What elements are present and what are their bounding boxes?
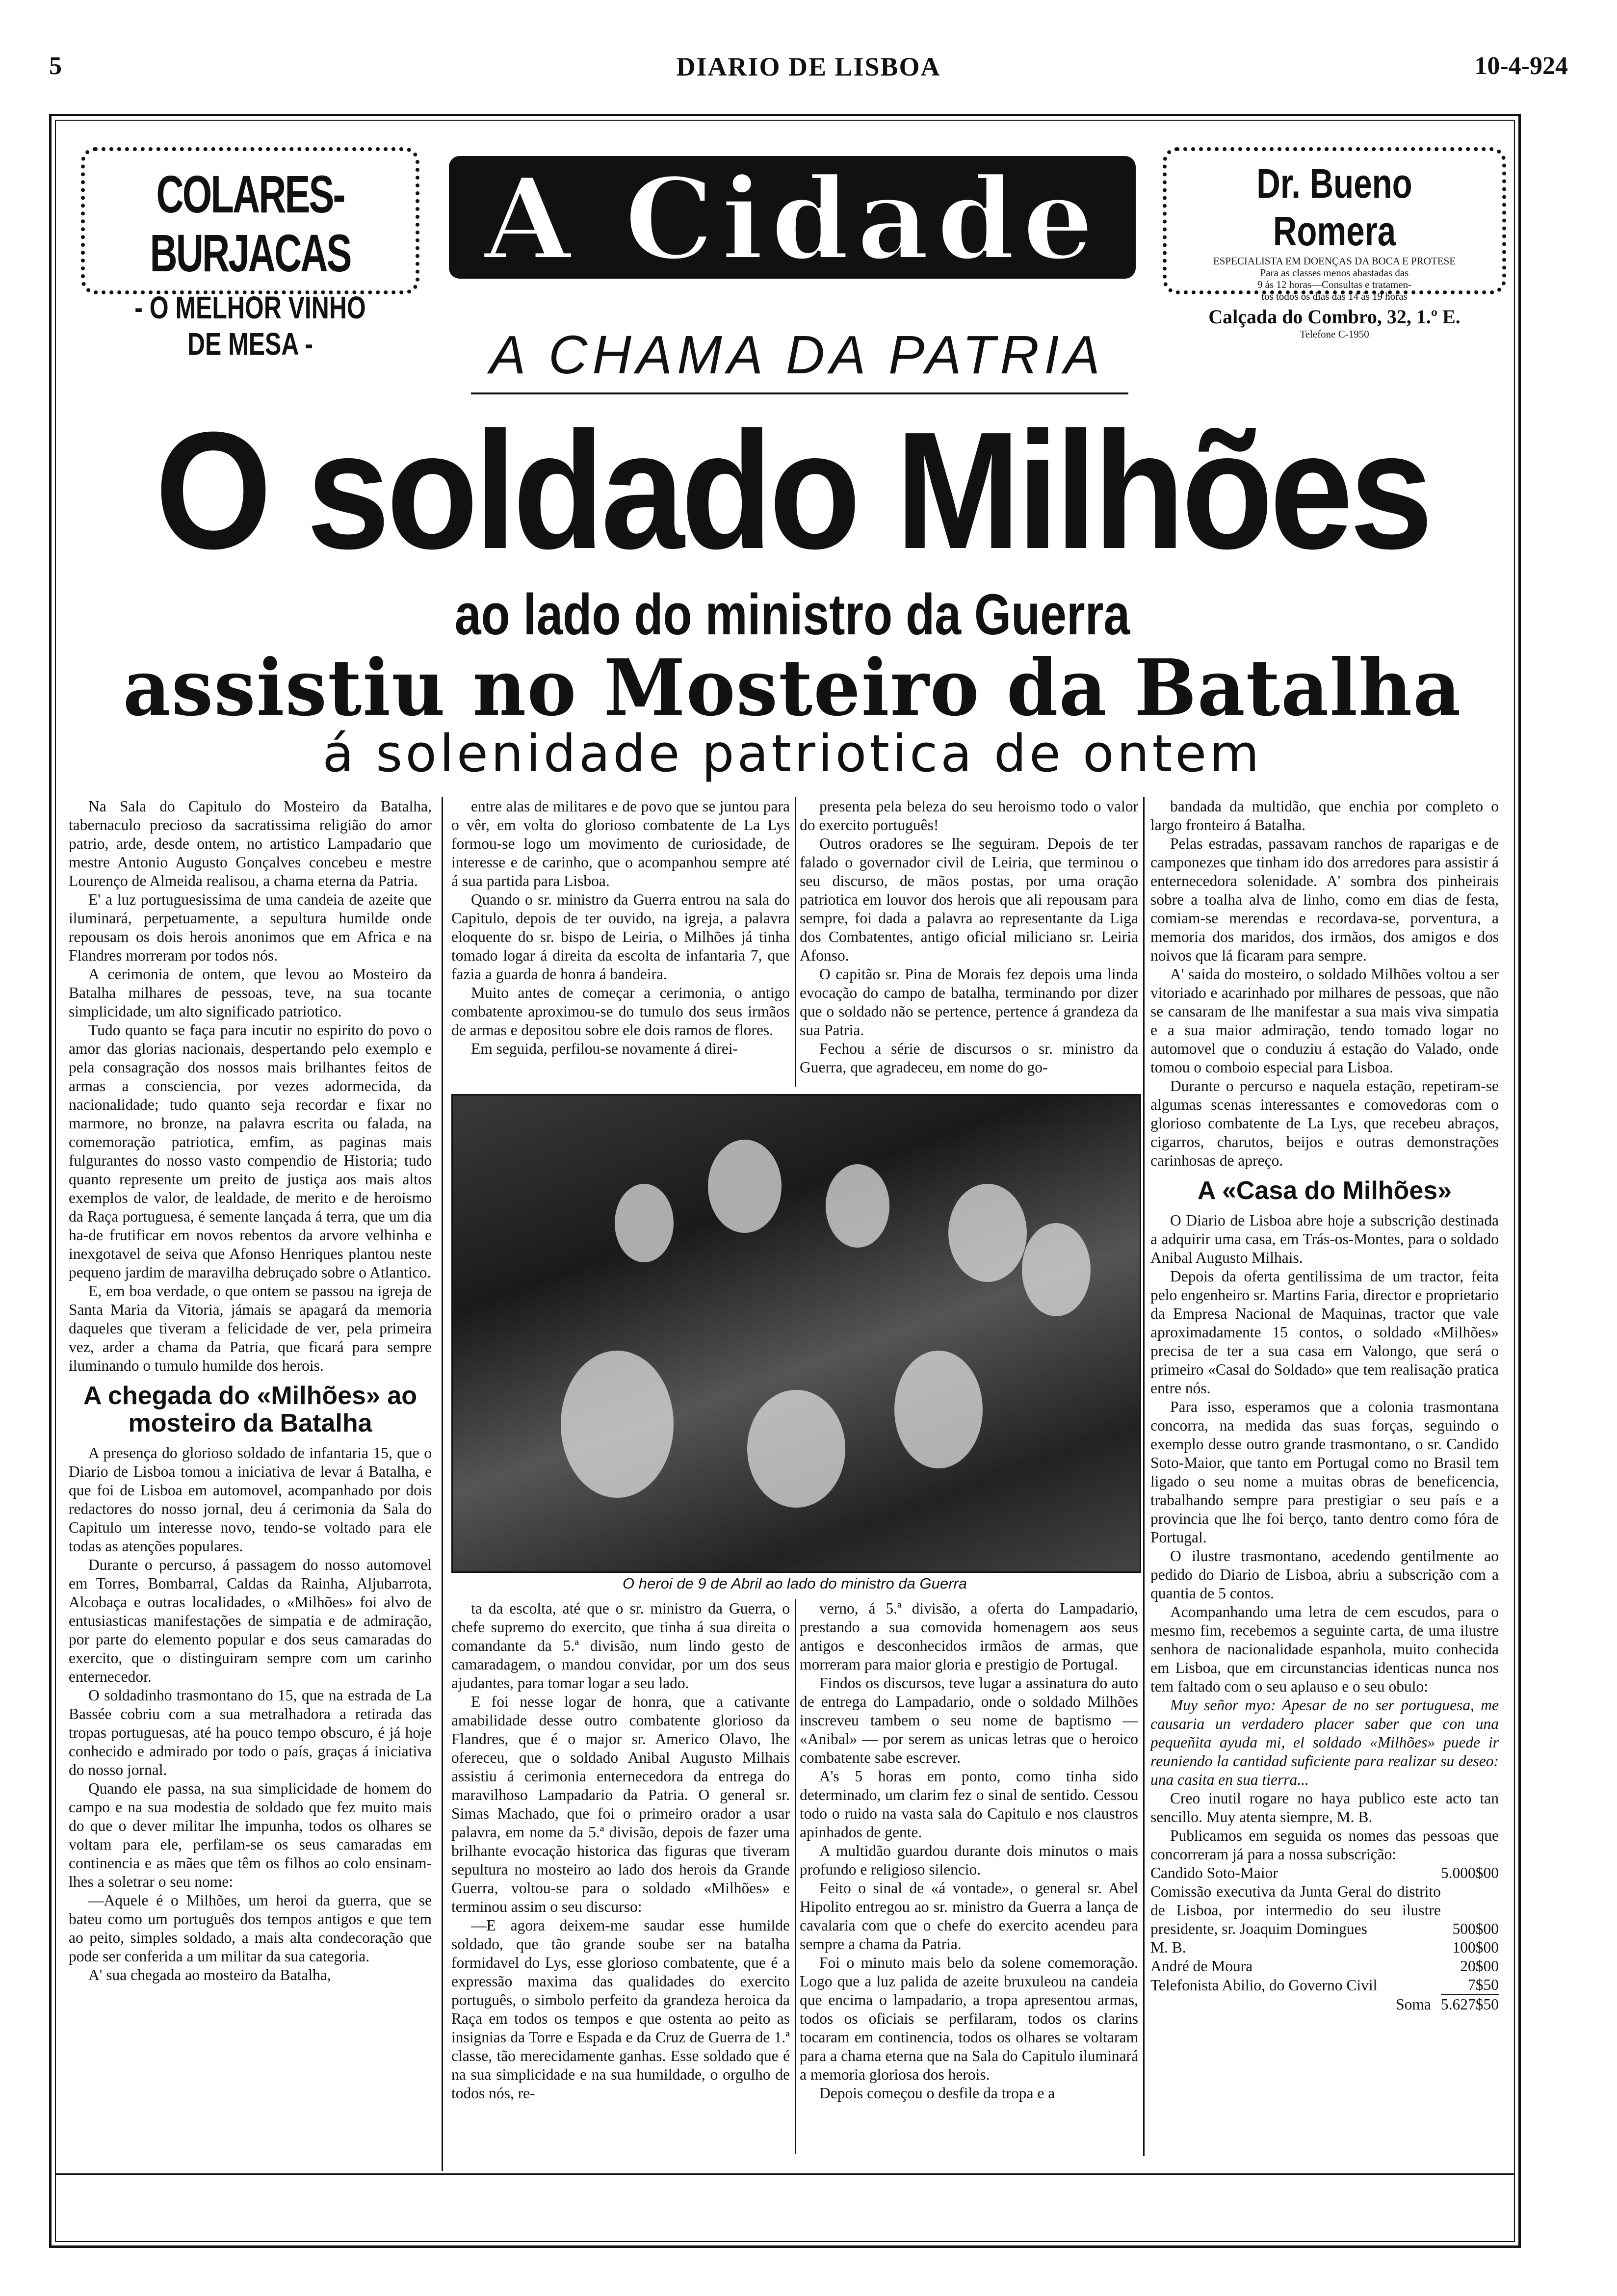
paragraph: bandada da multidão, que enchia por completo o largo fronteiro á Batalha.: [1150, 798, 1499, 834]
photo-figure: [948, 1184, 1027, 1282]
subscriber-name: Candido Soto-Maior: [1150, 1864, 1278, 1881]
subscription-row: [1150, 1938, 1499, 1957]
total-amount: 5.627$50: [1440, 1996, 1499, 2013]
ad-romera-line: Para as classes menos abastadas das: [1260, 267, 1409, 279]
total-label: Soma: [1396, 1996, 1431, 2013]
photo-figure: [894, 1351, 983, 1468]
ad-romera-phone: Telefone C-1950: [1300, 328, 1369, 340]
photo-figure: [747, 1390, 845, 1508]
paragraph: Quando ele passa, na sua simplicidade de homem do campo e na sua modestia de soldado que fez muito mais do que o dever militar lhe impunha, todos os olhares se voltam para ele, perfilam-se os seus camaradas em continencia e as mães que têm os filhos ao colo ensinam-lhes a soletrar o seu nome:: [69, 1780, 432, 1890]
kicker-rule: [471, 392, 1128, 394]
photo-figure: [1022, 1223, 1091, 1316]
paragraph: O Diario de Lisboa abre hoje a subscrição destinada a adquirir uma casa, em Trás-os-Montes, para o soldado Anibal Augusto Milhais.: [1150, 1212, 1499, 1266]
photo-figure: [826, 1164, 889, 1248]
paragraph: Em seguida, perfilou-se novamente á direi-: [471, 1040, 738, 1057]
ad-colares-slogan: - O MELHOR VINHO DE MESA -: [134, 290, 366, 362]
column-divider: [795, 1599, 796, 2154]
paragraph: Foi o minuto mais belo da solene comemoração. Logo que a luz palida de azeite bruxuleou na candeia que encima o lampadario, a tropa apresentou armas, todos os oficiais se perfilaram, todos os clarins tocaram em continencia, todos os olhares se voltaram para a chama eterna que na Sala do Capitulo iluminará a memoria gloriosa dos herois.: [800, 1954, 1138, 2083]
paragraph: Durante o percurso, á passagem do nosso automovel em Torres, Bombarral, Caldas da Rainha, Aljubarrota, Alcobaça e outras localidades, o «Milhões» foi alvo de entusiasticas manifestações de simpatia e de admiração, por parte do elemento popular e dos seus camaradas do exercito, que o distinguiram sempre com um carinho enternecedor.: [69, 1556, 432, 1685]
subscriber-name: Comissão executiva da Junta Geral do distrito de Lisboa, por intermedio do seu ilustre presidente, sr. Joaquim Domingues: [1150, 1883, 1441, 1937]
subheading: A «Casa do Milhões»: [1197, 1176, 1452, 1205]
section-title: A Cidade: [484, 153, 1101, 286]
paragraph: A cerimonia de ontem, que levou ao Mosteiro da Batalha milhares de pessoas, teve, na sua tocante simplicidade, um alto significado patriotico.: [69, 965, 432, 1020]
paragraph: Fechou a série de discursos o sr. ministro da Guerra, que agradeceu, em nome do go-: [800, 1040, 1138, 1076]
paragraph: Outros oradores se lhe seguiram. Depois de ter falado o governador civil de Leiria, que terminou o seu discurso, de mãos postas, por uma oração patriotica em louvor dos herois que ali repousam para sempre, foi dada a palavra ao representante da Liga dos Combatentes, antigo oficial miliciano sr. Leiria Afonso.: [800, 835, 1138, 964]
ad-romera-line: tos todos os dias das 14 ás 19 horas: [1261, 290, 1408, 302]
article-column-2-top: [451, 797, 790, 1087]
subscriber-name: M. B.: [1150, 1939, 1186, 1956]
ad-colares-title: COLARES-BURJACAS: [150, 164, 351, 283]
paragraph: Feito o sinal de «á vontade», o general sr. Abel Hipolito entregou ao sr. ministro da Guerra a lança de cavalaria com que o chefe do exercito acendeu para sempre a chama da Patria.: [800, 1879, 1138, 1953]
photo-figure: [615, 1184, 674, 1262]
column-divider: [442, 797, 443, 2171]
paragraph: O soldadinho trasmontano do 15, que na estrada de La Bassée cobriu com a sua metralhadora a retirada das tropas portuguesas, até ha pouco tempo obscuro, é já hoje conhecido e admirado por todo o país, graças á iniciativa do nosso jornal.: [69, 1687, 432, 1778]
paragraph: verno, á 5.ª divisão, a oferta do Lampadario, prestando a sua comovida homenagem aos seus antigos e desconhecidos irmãos de armas, que morreram para maior gloria e prestigio de Portugal.: [800, 1600, 1138, 1673]
paragraph: A' sua chegada ao mosteiro da Batalha,: [88, 1966, 331, 1983]
paragraph: Depois começou o desfile da tropa e a: [819, 2085, 1055, 2102]
paragraph: entre alas de militares e de povo que se juntou para o vêr, em volta do glorioso combatente de La Lys formou-se logo um movimento de curiosidade, de interesse e de carinho, que o acompanhou sempre até á sua partida para Lisboa.: [451, 798, 790, 889]
paragraph: A' saida do mosteiro, o soldado Milhões voltou a ser vitoriado e acarinhado por milhares de pessoas, que não se cansaram de lhe manifestar a sua mais viva simpatia e a sua maior admiração, tendo tomado logar no automovel que o conduziu á estação do Valado, onde tomou o comboio especial para Lisboa.: [1150, 965, 1499, 1076]
ad-romera-address: Calçada do Combro, 32, 1.º E.: [1208, 306, 1461, 328]
paragraph: Creo inutil rogare no haya publico este acto tan sencillo. Muy atenta siempre, M. B.: [1150, 1790, 1499, 1826]
paragraph: Tudo quanto se faça para incutir no espirito do povo o amor das glorias nacionais, despertando pelo exemplo e pela consagração dos nossos mais brilhantes feitos de armas a consciencia, por vezes adormecida, da nacionalidade; tudo quanto seja recordar e fixar no marmore, no bronze, na palavra escrita ou falada, na comemoração patriotica, emfim, as paginas mais fulgurantes do nosso vasto compendio de Historia; tudo quanto represente um preito de justiça aos mais altos exemplos de valor, de lealdade, de merito e de heroismo da Raça portuguesa, é semente lançada á terra, que um dia ha-de frutificar em novos rebentos da arvore velhinha e inexgotavel de seiva que Afonso Henriques plantou neste pequeno jardim de maravilha debruçado sobre o Atlantico.: [69, 1021, 432, 1281]
bottom-rule: [55, 2173, 1515, 2175]
paragraph: E, em boa verdade, o que ontem se passou na igreja de Santa Maria da Vitoria, jámais se apagará da memoria daqueles que tiveram a felicidade de ver, pela primeira vez, arder a chama da Patria, que ficará para sempre iluminando o tumulo humilde dos herois.: [69, 1282, 432, 1374]
subscription-row: [1150, 1976, 1499, 1995]
paragraph: O capitão sr. Pina de Morais fez depois uma linda evocação do campo de batalha, terminando por dizer que o soldado não se pertence, pertence á grandeza da sua Patria.: [800, 965, 1138, 1039]
kicker: A CHAMA DA PATRIA: [490, 325, 1105, 385]
paragraph: Muito antes de começar a cerimonia, o antigo combatente aproximou-se do tumulo dos seus irmãos de armas e depositou sobre ele dois ramos de flores.: [451, 984, 790, 1039]
paragraph: A presença do glorioso soldado de infantaria 15, que o Diario de Lisboa tomou a iniciativa de levar á Batalha, e que foi de Lisboa em automovel, acompanhado por dois redactores do nosso jornal, deu á cerimonia da Sala do Capitulo um interesse novo, tendo-se voltado para ele todas as atenções populares.: [69, 1444, 432, 1555]
deck-3: á solenidade patriotica de ontem: [322, 724, 1262, 783]
subscriber-name: André de Moura: [1150, 1957, 1253, 1975]
issue-date: 10-4-924: [1474, 52, 1568, 80]
subscription-amount: 500$00: [1452, 1920, 1499, 1937]
subscription-list: [1150, 1864, 1499, 2014]
photo-caption: O heroi de 9 de Abril ao lado do ministro da Guerra: [623, 1575, 967, 1592]
subheading: A chegada do «Milhões» ao mosteiro da Batalha: [83, 1382, 417, 1437]
article-column-3-top: [800, 797, 1138, 1087]
subscription-row: [1150, 1864, 1499, 1882]
paragraph: Depois da oferta gentilissima de um tractor, feita pelo engenheiro sr. Martins Faria, director e proprietario da Empresa Nacional de Maquinas, tractor que vale aproximadamente 15 contos, o soldado «Milhões» precisa de ter a sua casa em Valongo, que será o primeiro «Casal do Soldado» que tem realisação pratica entre nós.: [1150, 1268, 1499, 1397]
subscription-amount: 100$00: [1452, 1939, 1499, 1956]
paragraph: Na Sala do Capitulo do Mosteiro da Batalha, tabernaculo precioso da sacratissima religião do amor patrio, arde, desde ontem, no artistico Lampadario que mestre Antonio Augusto Gonçalves concebeu e mestre Lourenço de Almeida realisou, a chama eterna da Patria.: [69, 798, 432, 889]
column-divider: [795, 797, 796, 1087]
article-column-1: [69, 797, 432, 2171]
photo-figure: [708, 1140, 782, 1233]
deck-2: assistiu no Mosteiro da Batalha: [123, 643, 1462, 733]
paragraph: Quando o sr. ministro da Guerra entrou na sala do Capitulo, depois de ter ouvido, na igreja, a palavra eloquente do sr. bispo de Leiria, o Milhões já tinha tomado logar á direita da escolta de infantaria 7, que fazia a guarda de honra á bandeira.: [451, 891, 790, 983]
ad-romera-line: 9 ás 12 horas—Consultas e tratamen-: [1257, 279, 1412, 290]
paragraph: Durante o percurso e naquela estação, repetiram-se algumas scenas interessantes e comovedoras com o glorioso combatente de La Lys, que recebeu abraços, cigarros, charutos, beijos e outras demonstrações carinhosas de apreço.: [1150, 1077, 1499, 1169]
paragraph: Findos os discursos, teve lugar a assinatura do auto de entrega do Lampadario, onde o soldado Milhões inscreveu tambem o seu nome de baptismo — «Anibal» — por serem as unicas letras que o heroico combatente sabe escrever.: [800, 1674, 1138, 1766]
deck-1: ao lado do ministro da Guerra: [454, 582, 1130, 647]
article-column-4: [1150, 797, 1499, 2156]
paragraph: Acompanhando uma letra de cem escudos, para o mesmo fim, recebemos a seguinte carta, de uma ilustre senhora de nacionalidade espanhola, muito conhecida em Lisboa, que em circunstancias identicas nunca nos tem faltado com o seu aplauso e o seu obulo:: [1150, 1603, 1499, 1695]
news-photo: [451, 1094, 1141, 1573]
headline: O soldado Milhões: [155, 397, 1430, 584]
paragraph: ta da escolta, até que o sr. ministro da Guerra, o chefe supremo do exercito, que tinha á sua direita o comandante da 5.ª divisão, num lindo gesto de camaradagem, o mandou convidar, por um dos seus ajudantes, para tomar logar a seu lado.: [451, 1600, 790, 1692]
page-number: 5: [49, 52, 62, 80]
paragraph: presenta pela beleza do seu heroismo todo o valor do exercito português!: [800, 798, 1138, 834]
section-banner: [449, 153, 1136, 286]
subscription-amount: 20$00: [1460, 1957, 1499, 1975]
paragraph: E' a luz portuguesissima de uma candeia de azeite que iluminará, perpetuamente, a sepultura humilde onde repousam os dois herois anonimos que em Africa e na Flandres morreram por todos nós.: [69, 891, 432, 964]
paragraph: E foi nesse logar de honra, que a cativante amabilidade desse outro combatente glorioso da Flandres, que é o major sr. Americo Olavo, lhe ofereceu, que o soldado Anibal Augusto Milhais assistiu á cerimonia enternecedora da entrega do maravilhoso Lampadario da Patria. O general sr. Simas Machado, que foi o primeiro orador a usar palavra, em nome da 5.ª divisão, depois de fazer uma brilhante evocação historica das figuras que tiveram sepultura no mosteiro ao lado dos herois da Grande Guerra, voltou-se para o soldado «Milhões» e terminou assim o seu discurso:: [451, 1693, 790, 1915]
paragraph: Para isso, esperamos que a colonia trasmontana concorra, na medida das suas forças, seguindo o exemplo desse outro grande trasmontano, o sr. Candido Soto-Maior, que tanto em Portugal como no Brasil tem ligado o seu nome a muitas obras de beneficencia, trabalhando sempre para prestigiar o seu país e a provincia que lhe foi berço, tanto dentro como fóra de Portugal.: [1150, 1398, 1499, 1546]
page-header: [49, 52, 1568, 81]
column-divider: [1143, 797, 1145, 2156]
paragraph: —E agora deixem-me saudar esse humilde soldado, que tão grande soube ser na batalha formidavel do Lys, esse glorioso combatente, que é a expressão maxima das qualidades do exercito português, o simbolo perfeito da grandeza heroica da Raça em todos os tempos e que ostenta ao peito as insignias da Torre e Espada e da Cruz de Guerra de 1.ª classe, tão merecidamente ganhas. Esse soldado que é na sua simplicidade e na sua humildade, o orgulho de todos nós, re-: [451, 1917, 790, 2102]
subscription-row: [1150, 1882, 1499, 1938]
ad-colares: [81, 147, 419, 362]
photo-figure: [561, 1351, 674, 1498]
paragraph: A's 5 horas em ponto, como tinha sido determinado, um clarim fez o sinal de sentido. Cessou todo o ruido na vasta sala do Capitulo e nos claustros apinhados de gente.: [800, 1768, 1138, 1841]
subscription-amount: 7$50: [1441, 1976, 1499, 1995]
article-column-2-bottom: [451, 1599, 790, 2154]
article-column-3-bottom: [800, 1599, 1138, 2154]
subscription-row: [1150, 1957, 1499, 1976]
ad-romera-line: ESPECIALISTA EM DOENÇAS DA BOCA E PROTESE: [1213, 255, 1456, 267]
paragraph: —Aquele é o Milhões, um heroi da guerra, que se bateu como um português dos tempos antigos e que tem ao peito, simples soldado, a mais alta condecoração que pode ser conferida a um militar da sua categoria.: [69, 1892, 432, 1965]
ad-bueno-romera: [1163, 147, 1506, 340]
paragraph: Publicamos em seguida os nomes das pessoas que concorreram já para a nossa subscrição:: [1150, 1827, 1499, 1863]
subscription-amount: 5.000$00: [1440, 1864, 1499, 1881]
paragraph: O ilustre trasmontano, acedendo gentilmente ao pedido do Diario de Lisboa, abriu a subscrição com a quantia de 5 contos.: [1150, 1547, 1499, 1602]
paragraph: Muy señor myo: Apesar de no ser portuguesa, me causaria un verdadero placer saber que con una pequeñita ayuda mi, el soldado «Milhões» puede ir reuniendo la cantidad suficiente para realizar su deseo: una casita en sua tierra...: [1150, 1696, 1499, 1788]
subscriber-name: Telefonista Abilio, do Governo Civil: [1150, 1977, 1378, 1994]
subscription-total-row: [1150, 1995, 1499, 2014]
ad-romera-name: Dr. Bueno Romera: [1256, 160, 1412, 254]
paragraph: A multidão guardou durante dois minutos o mais profundo e religioso silencio.: [800, 1842, 1138, 1878]
paragraph: Pelas estradas, passavam ranchos de raparigas e de camponezes que tinham ido dos arredores para assistir á enternecedora solenidade. A' sombra dos pinheirais sobre a toalha alva de linho, como em dias de festa, comiam-se merendas e recordava-se, porventura, a memoria dos maridos, dos irmãos, dos amigos e dos noivos que lá ficaram para sempre.: [1150, 835, 1499, 964]
masthead: DIARIO DE LISBOA: [676, 52, 941, 81]
